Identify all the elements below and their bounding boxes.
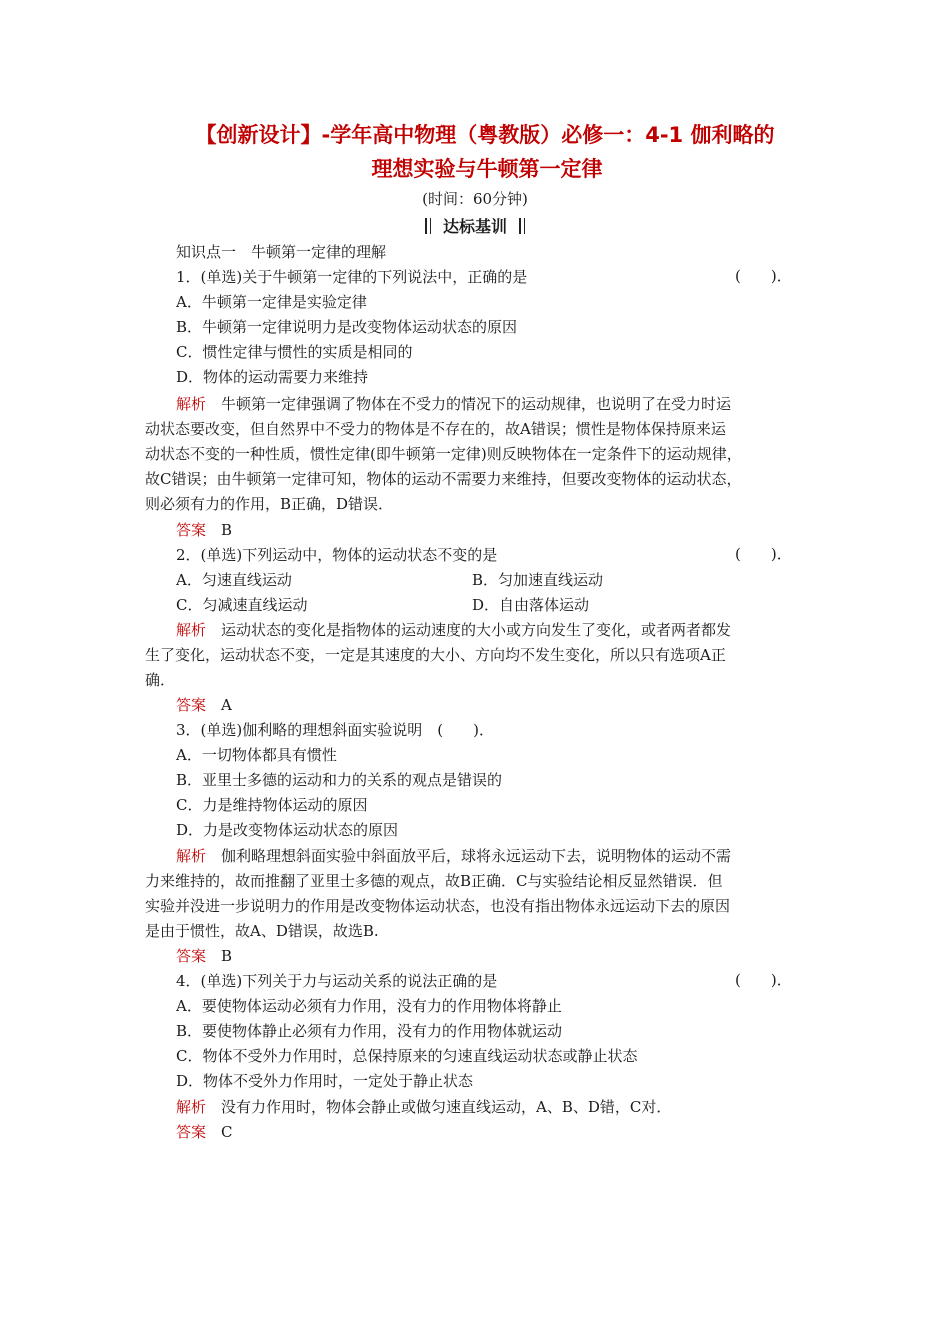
knowledge-point: 知识点一 牛顿第一定律的理解 — [176, 243, 387, 261]
q3-stem: 3．(单选)伽利略的理想斜面实验说明 ( )． — [176, 721, 494, 739]
q1-analysis-line2: 动状态要改变，但自然界中不受力的物体是不存在的，故A错误；惯性是物体保持原来运 — [145, 420, 726, 438]
q2-option-a: A．匀速直线运动 — [176, 571, 292, 589]
q1-answer-label: 答案 — [176, 521, 207, 539]
q1-answer: 答案 B — [176, 521, 233, 539]
q1-analysis-line4: 故C错误；由牛顿第一定律可知，物体的运动不需要力来维持，但要改变物体的运动状态， — [145, 470, 742, 488]
q3-option-a: A．一切物体都具有惯性 — [176, 746, 337, 764]
q4-answer-label: 答案 — [176, 1123, 207, 1141]
q3-analysis-line2: 力来维持的，故而推翻了亚里士多德的观点，故B正确．C与实验结论相反显然错误．但 — [145, 872, 723, 890]
q3-analysis-line3: 实验并没进一步说明力的作用是改变物体运动状态，也没有指出物体永远运动下去的原因 — [145, 897, 731, 915]
q4-answer: 答案 C — [176, 1123, 233, 1141]
q2-analysis-line1: 解析 运动状态的变化是指物体的运动速度的大小或方向发生了变化，或者两者都发 — [176, 621, 732, 639]
q4-option-a: A．要使物体运动必须有力作用，没有力的作用物体将静止 — [176, 997, 562, 1015]
document-title-line1: 【创新设计】-学年高中物理（粤教版）必修一：4-1 伽利略的 — [195, 123, 775, 147]
q3-option-d: D．力是改变物体运动状态的原因 — [176, 821, 399, 839]
q2-option-b: B．匀加速直线运动 — [472, 571, 604, 589]
q3-option-b: B．亚里士多德的运动和力的关系的观点是错误的 — [176, 771, 503, 789]
q2-answer-paren: ( )． — [735, 545, 792, 563]
q2-answer: 答案 A — [176, 696, 232, 714]
q1-option-d: D．物体的运动需要力来维持 — [176, 368, 369, 386]
q2-option-d: D．自由落体运动 — [472, 596, 590, 614]
q3-analysis-line4: 是由于惯性，故A、D错误，故选B. — [145, 922, 379, 940]
q4-stem: 4．(单选)下列关于力与运动关系的说法正确的是 — [176, 972, 498, 990]
q3-analysis-line1: 解析 伽利略理想斜面实验中斜面放平后，球将永远运动下去，说明物体的运动不需 — [176, 847, 732, 865]
q1-option-b: B．牛顿第一定律说明力是改变物体运动状态的原因 — [176, 318, 518, 336]
section-bar-left-icon — [425, 218, 431, 234]
q4-analysis-line1: 解析 没有力作用时，物体会静止或做匀速直线运动，A、B、D错，C对． — [176, 1098, 672, 1116]
q4-option-b: B．要使物体静止必须有力作用，没有力的作用物体就运动 — [176, 1022, 563, 1040]
q2-analysis-label: 解析 — [176, 621, 207, 639]
q1-option-a: A．牛顿第一定律是实验定律 — [176, 293, 367, 311]
q1-answer-paren: ( )． — [735, 267, 792, 285]
q4-answer-paren: ( )． — [735, 971, 792, 989]
q4-option-c: C．物体不受外力作用时，总保持原来的匀速直线运动状态或静止状态 — [176, 1047, 638, 1065]
q3-analysis-label: 解析 — [176, 847, 207, 865]
q3-option-c: C．力是维持物体运动的原因 — [176, 796, 368, 814]
q4-option-d: D．物体不受外力作用时，一定处于静止状态 — [176, 1072, 474, 1090]
section-bar-right-icon — [519, 218, 525, 234]
q1-analysis-line3: 动状态不变的一种性质，惯性定律(即牛顿第一定律)则反映物体在一定条件下的运动规律， — [145, 445, 742, 463]
q2-analysis-line2: 生了变化，运动状态不变，一定是其速度的大小、方向均不发生变化，所以只有选项A正 — [145, 646, 726, 664]
q2-stem: 2．(单选)下列运动中，物体的运动状态不变的是 — [176, 546, 498, 564]
q1-analysis-line5: 则必须有力的作用，B正确，D错误． — [145, 495, 394, 513]
q2-analysis-line3: 确． — [145, 671, 176, 689]
q1-option-c: C．惯性定律与惯性的实质是相同的 — [176, 343, 413, 361]
q4-analysis-label: 解析 — [176, 1098, 207, 1116]
q1-analysis-line1: 解析 牛顿第一定律强调了物体在不受力的情况下的运动规律，也说明了在受力时运 — [176, 395, 732, 413]
q2-answer-label: 答案 — [176, 696, 207, 714]
section-title: 达标基训 — [442, 217, 507, 236]
q1-analysis-label: 解析 — [176, 395, 207, 413]
document-title-line2: 理想实验与牛顿第一定律 — [371, 157, 603, 181]
q1-stem: 1．(单选)关于牛顿第一定律的下列说法中，正确的是 — [176, 268, 528, 286]
q2-option-c: C．匀减速直线运动 — [176, 596, 308, 614]
q3-answer-label: 答案 — [176, 947, 207, 965]
q3-answer: 答案 B — [176, 947, 233, 965]
section-header — [0, 214, 950, 237]
time-limit: (时间：60分钟) — [422, 190, 528, 208]
